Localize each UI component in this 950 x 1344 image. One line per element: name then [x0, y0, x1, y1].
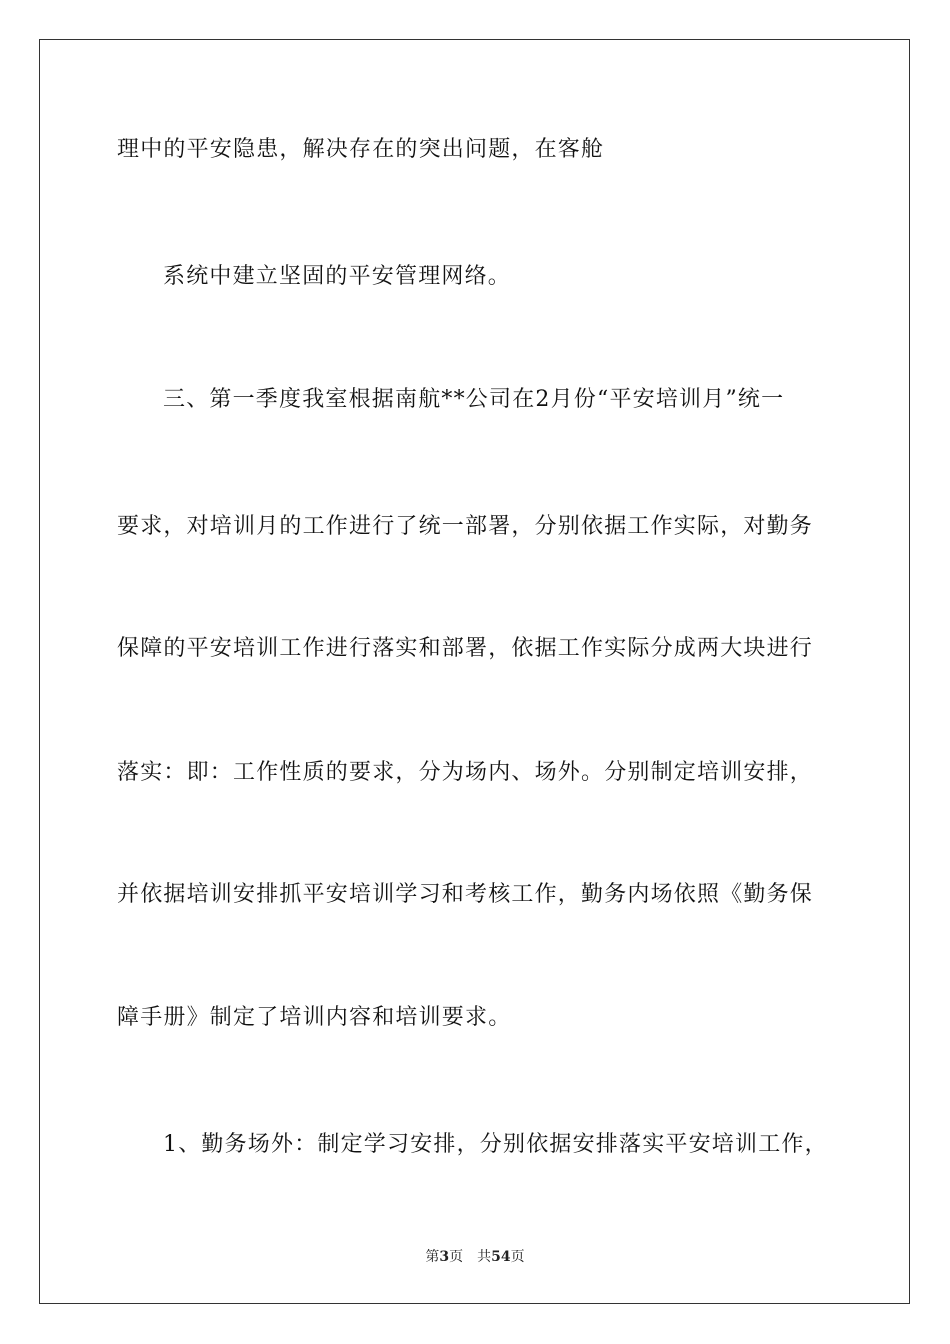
list-item-line: 1、勤务场外：制定学习安排，分别依据安排落实平安培训工作，	[163, 1132, 828, 1157]
body-text-line: 理中的平安隐患，解决存在的突出问题，在客舱	[117, 137, 605, 162]
body-text-line: 障手册》制定了培训内容和培训要求。	[117, 1005, 512, 1030]
page-footer	[0, 1247, 950, 1267]
body-text-line: 并依据培训安排抓平安培训学习和考核工作，勤务内场依照《勤务保	[117, 882, 814, 907]
footer-total-suffix: 页	[510, 1249, 525, 1265]
body-text-line: 要求，对培训月的工作进行了统一部署，分别依据工作实际，对勤务	[117, 514, 814, 539]
body-text-line: 落实：即：工作性质的要求，分为场内、场外。分别制定培训安排，	[117, 760, 814, 785]
footer-page-number: 3	[439, 1249, 450, 1265]
page-frame	[39, 39, 910, 1304]
section-heading-line: 三、第一季度我室根据南航**公司在2月份“平安培训月”统一	[163, 387, 785, 412]
body-text-line: 系统中建立坚固的平安管理网络。	[163, 264, 512, 289]
body-text-line: 保障的平安培训工作进行落实和部署，依据工作实际分成两大块进行	[117, 636, 814, 661]
footer-total-pages: 54	[491, 1249, 511, 1265]
footer-page-suffix: 页	[449, 1249, 464, 1265]
footer-total-prefix: 共	[477, 1249, 492, 1265]
footer-page-prefix: 第	[425, 1249, 440, 1265]
